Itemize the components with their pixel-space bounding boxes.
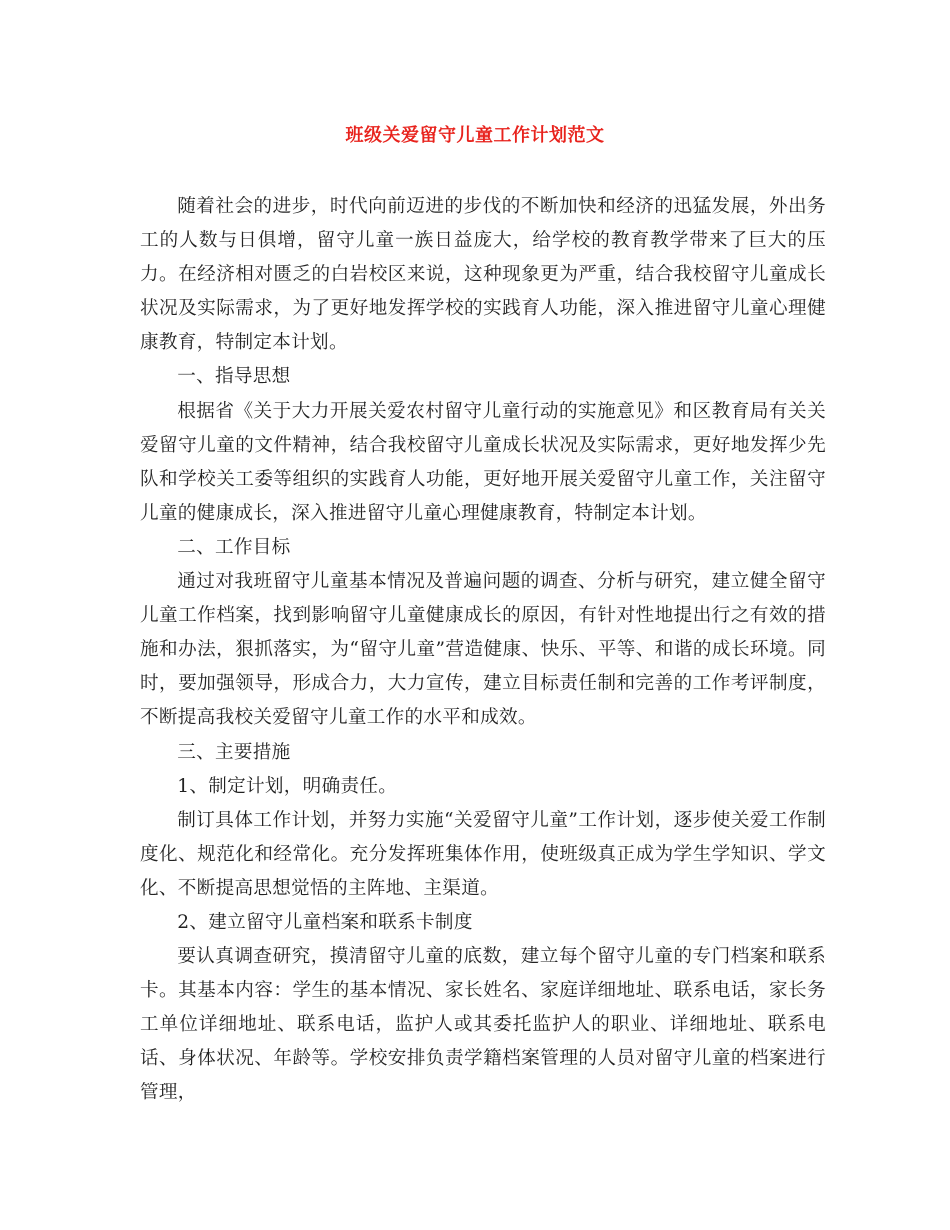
work-goals-paragraph: 通过对我班留守儿童基本情况及普遍问题的调查、分析与研究，建立健全留守儿童工作档案，找到影响留守儿童健康成长的原因，有针对性地提出行之有效的措施和办法，狠抓落实，为“留守儿童”营造健康、快乐、平等、和谐的成长环境。同时，要加强领导，形成合力，大力宣传，建立目标责任制和完善的工作考评制度，不断提高我校关爱留守儿童工作的水平和成效。 [140, 571, 826, 729]
measure-1-paragraph: 制订具体工作计划，并努力实施“关爱留守儿童”工作计划，逐步使关爱工作制度化、规范化和经常化。充分发挥班集体作用，使班级真正成为学生学知识、学文化、不断提高思想觉悟的主阵地、主渠道。 [140, 809, 826, 899]
section-heading-work-goals: 二、工作目标 [177, 536, 291, 558]
document-body [140, 190, 826, 1111]
document-title: 班级关爱留守儿童工作计划范文 [345, 125, 605, 146]
section-heading-guiding-ideology: 一、指导思想 [177, 366, 291, 388]
section-heading-main-measures: 三、主要措施 [177, 741, 291, 763]
guiding-ideology-paragraph: 根据省《关于大力开展关爱农村留守儿童行动的实施意见》和区教育局有关关爱留守儿童的文件精神，结合我校留守儿童成长状况及实际需求，更好地发挥少先队和学校关工委等组织的实践育人功能，更好地开展关爱留守儿童工作，关注留守儿童的健康成长，深入推进留守儿童心理健康教育，特制定本计划。 [140, 400, 826, 524]
measure-1-heading: 1、制定计划，明确责任。 [177, 775, 398, 797]
intro-paragraph: 随着社会的进步，时代向前迈进的步伐的不断加快和经济的迅猛发展，外出务工的人数与日俱增，留守儿童一族日益庞大，给学校的教育教学带来了巨大的压力。在经济相对匮乏的白岩校区来说，这种现象更为严重，结合我校留守儿童成长状况及实际需求，为了更好地发挥学校的实践育人功能，深入推进留守儿童心理健康教育，特制定本计划。 [140, 196, 826, 354]
measure-2-heading: 2、建立留守儿童档案和联系卡制度 [177, 911, 473, 933]
measure-2-paragraph: 要认真调查研究，摸清留守儿童的底数，建立每个留守儿童的专门档案和联系卡。其基本内容：学生的基本情况、家长姓名、家庭详细地址、联系电话，家长务工单位详细地址、联系电话，监护人或其委托监护人的职业、详细地址、联系电话、身体状况、年龄等。学校安排负责学籍档案管理的人员对留守儿童的档案进行管理， [140, 946, 826, 1104]
